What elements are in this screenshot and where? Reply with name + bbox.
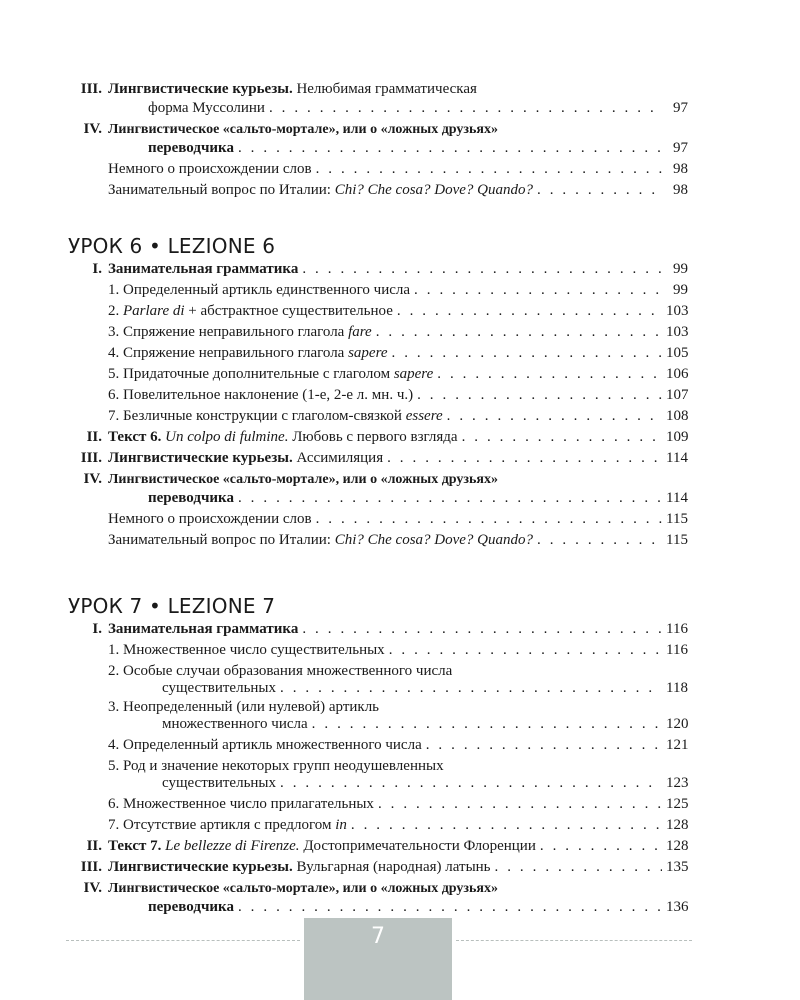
roman-numeral: IV. [83,121,102,137]
page-ref: 125 [666,796,689,812]
toc-entry [68,858,688,877]
toc-entry [68,641,688,660]
entry-label [108,531,533,550]
page-ref: 105 [666,345,689,361]
toc-entry [68,386,688,405]
leader-dots [389,641,662,660]
toc-continuation [68,80,688,200]
entry-line [108,365,688,384]
roman-numeral: I. [92,621,102,637]
page-ref: 128 [666,838,689,854]
entry-bold: Лингвистическое «сальто-мортале», или о «ложных друзьях» [108,881,499,896]
page-ref: 115 [666,532,688,548]
page-ref: 99 [673,282,688,298]
entry-line [108,323,688,342]
entry-line [108,344,688,363]
page-ref: 103 [666,303,689,319]
entry-italic: fare [348,324,372,340]
footer-divider-right [456,940,692,941]
toc-entry [68,344,688,363]
page-ref: 114 [666,490,688,506]
entry-label [108,407,443,426]
entry-label: 6. Повелительное наклонение (1-е, 2-е л. мн. ч.) [108,387,414,403]
entry-bold: Лингвистические курьезы. [108,450,293,466]
page-ref: 121 [666,737,689,753]
leader-dots [437,365,662,384]
entry-line [108,260,688,279]
leader-dots [316,510,662,529]
entry-line [108,160,688,179]
entry-italic: Chi? Che cosa? Dove? Quando? [334,532,534,548]
page-ref: 114 [666,450,688,466]
entry-label: Занимательная грамматика [108,261,299,277]
page-ref: 115 [666,511,688,527]
toc-entry [68,470,688,508]
page-number-tab [304,918,452,1000]
footer-divider-left [66,940,300,941]
toc-entry [68,449,688,468]
entry-text: Нелюбимая грамматическая [292,81,477,97]
leader-dots [447,407,662,426]
page-ref: 108 [666,408,689,424]
entry-line [108,531,688,550]
entry-label: переводчика [148,140,234,156]
leader-dots [537,181,662,200]
entry-label: множественного числа [162,716,308,732]
page-number: 7 [371,924,385,949]
entry-label: форма Муссолини [148,100,265,116]
entry-label [108,837,536,856]
entry-label [108,428,458,447]
toc-entry [68,302,688,321]
entry-italic: in [335,817,347,833]
entry-line: 3. Неопределенный (или нулевой) артикль [108,699,380,715]
leader-dots [269,99,662,118]
entry-label: 1. Определенный артикль единственного числа [108,282,411,298]
entry-line [148,99,688,118]
entry-label: Занимательная грамматика [108,621,299,637]
entry-text: Любовь с первого взгляда [288,429,458,445]
toc-entry [68,816,688,835]
entry-label: Немного о происхождении слов [108,161,312,177]
entry-line [108,858,688,877]
entry-italic: sapere [348,345,388,361]
entry-line [108,620,688,639]
roman-numeral: II. [86,429,102,445]
entry-bold: Текст 6. [108,429,162,445]
entry-line [108,181,688,200]
entry-label: 6. Множественное число прилагательных [108,796,374,812]
entry-line [108,386,688,405]
entry-label [108,858,491,877]
toc-entry [68,698,688,734]
entry-italic: Le bellezze di Firenze. [161,838,300,854]
toc-entry [68,365,688,384]
lesson-6-contents [68,260,688,550]
page-ref: 98 [673,161,688,177]
lesson-7-title: УРОК 7 • LEZIONE 7 [68,594,276,618]
roman-numeral: IV. [83,471,102,487]
entry-line [108,795,688,814]
entry-label [108,816,347,835]
page-ref: 109 [666,429,689,445]
leader-dots [426,736,662,755]
page-ref: 123 [666,775,689,791]
entry-line [148,679,688,698]
roman-numeral: II. [86,838,102,854]
entry-text: + абстрактное существительное [184,303,393,319]
entry-label: 1. Множественное число существительных [108,642,385,658]
entry-line [148,139,688,158]
toc-entry [68,736,688,755]
lesson-6-title: УРОК 6 • LEZIONE 6 [68,234,276,258]
entry-text: 7. Безличные конструкции с глаголом-связкой [108,408,406,424]
lesson-7-contents [68,620,688,917]
entry-label [108,365,433,384]
roman-numeral: III. [80,81,102,97]
entry-text: 4. Спряжение неправильного глагола [108,345,349,361]
entry-line [148,715,688,734]
entry-label [108,181,533,200]
toc-entry [68,80,688,118]
entry-bold: Лингвистические курьезы. [108,81,293,97]
page-ref: 103 [666,324,689,340]
entry-line [108,816,688,835]
leader-dots [238,139,662,158]
toc-entry [68,795,688,814]
toc-entry [68,160,688,179]
entry-label [108,302,393,321]
leader-dots [238,898,662,917]
leader-dots [280,774,662,793]
toc-entry [68,620,688,639]
entry-line [148,489,688,508]
leader-dots [392,344,662,363]
toc-entry [68,662,688,698]
leader-dots [495,858,662,877]
page-ref: 118 [666,680,688,696]
entry-text: 5. Придаточные дополнительные с глаголом [108,366,394,382]
leader-dots [414,281,662,300]
entry-label: Немного о происхождении слов [108,511,312,527]
page-ref: 97 [673,140,688,156]
entry-text: Занимательный вопрос по Италии: [108,182,335,198]
page-ref: 120 [666,716,689,732]
toc-entry [68,281,688,300]
leader-dots [397,302,662,321]
toc-entry [68,757,688,793]
roman-numeral: IV. [83,880,102,896]
entry-label: существительных [162,680,277,696]
entry-text: 3. Спряжение неправильного глагола [108,324,349,340]
entry-line [108,428,688,447]
page-ref: 136 [666,899,689,915]
entry-text: Ассимиляция [292,450,384,466]
leader-dots [316,160,662,179]
entry-bold: Лингвистическое «сальто-мортале», или о «ложных друзьях» [108,472,499,487]
page-ref: 98 [673,182,688,198]
entry-label [108,344,388,363]
toc-entry [68,879,688,917]
leader-dots [378,795,662,814]
page-ref: 106 [666,366,689,382]
entry-line: 2. Особые случаи образования множественного числа [108,663,453,679]
entry-text: Занимательный вопрос по Италии: [108,532,335,548]
leader-dots [540,837,662,856]
entry-label: существительных [162,775,277,791]
page-ref: 116 [666,621,688,637]
entry-line [108,879,688,898]
entry-italic: sapere [393,366,434,382]
entry-text: Достопримечательности Флоренции [299,838,536,854]
toc-entry [68,120,688,158]
entry-bold: Лингвистическое «сальто-мортале», или о «ложных друзьях» [108,122,499,137]
entry-line [108,407,688,426]
entry-line [108,449,688,468]
page-ref: 128 [666,817,689,833]
entry-text: 2. [108,303,123,319]
entry-line [148,774,688,793]
entry-italic: Un colpo di fulmine. [161,429,289,445]
leader-dots [537,531,662,550]
entry-bold: Лингвистические курьезы. [108,859,293,875]
toc-entry [68,323,688,342]
page-ref: 107 [666,387,689,403]
toc-entry [68,510,688,529]
leader-dots [462,428,662,447]
leader-dots [376,323,662,342]
leader-dots [351,816,662,835]
entry-line [108,837,688,856]
toc-entry [68,837,688,856]
roman-numeral: III. [80,450,102,466]
entry-italic: Parlare di [123,303,185,319]
leader-dots [302,260,662,279]
leader-dots [302,620,662,639]
leader-dots [280,679,662,698]
entry-label [108,449,383,468]
entry-italic: essere [405,408,443,424]
entry-label: переводчика [148,490,234,506]
toc-entry [68,428,688,447]
entry-line [148,898,688,917]
entry-line [108,281,688,300]
roman-numeral: I. [92,261,102,277]
entry-line [108,302,688,321]
entry-line [108,80,688,99]
entry-line [108,641,688,660]
entry-line [108,510,688,529]
page-ref: 135 [666,859,689,875]
entry-bold: Текст 7. [108,838,162,854]
leader-dots [417,386,662,405]
leader-dots [387,449,662,468]
entry-text: Вульгарная (народная) латынь [292,859,491,875]
entry-line [108,736,688,755]
entry-label: переводчика [148,899,234,915]
entry-label: 4. Определенный артикль множественного числа [108,737,422,753]
entry-line [108,470,688,489]
page-ref: 116 [666,642,688,658]
toc-entry [68,407,688,426]
leader-dots [238,489,662,508]
toc-entry [68,181,688,200]
entry-text: 7. Отсутствие артикля с предлогом [108,817,336,833]
entry-label [108,323,372,342]
leader-dots [312,715,662,734]
entry-line [108,120,688,139]
entry-line: 5. Род и значение некоторых групп неодушевленных [108,758,444,774]
roman-numeral: III. [80,859,102,875]
page-ref: 97 [673,100,688,116]
toc-entry [68,260,688,279]
toc-entry [68,531,688,550]
entry-italic: Chi? Che cosa? Dove? Quando? [334,182,534,198]
page-ref: 99 [673,261,688,277]
